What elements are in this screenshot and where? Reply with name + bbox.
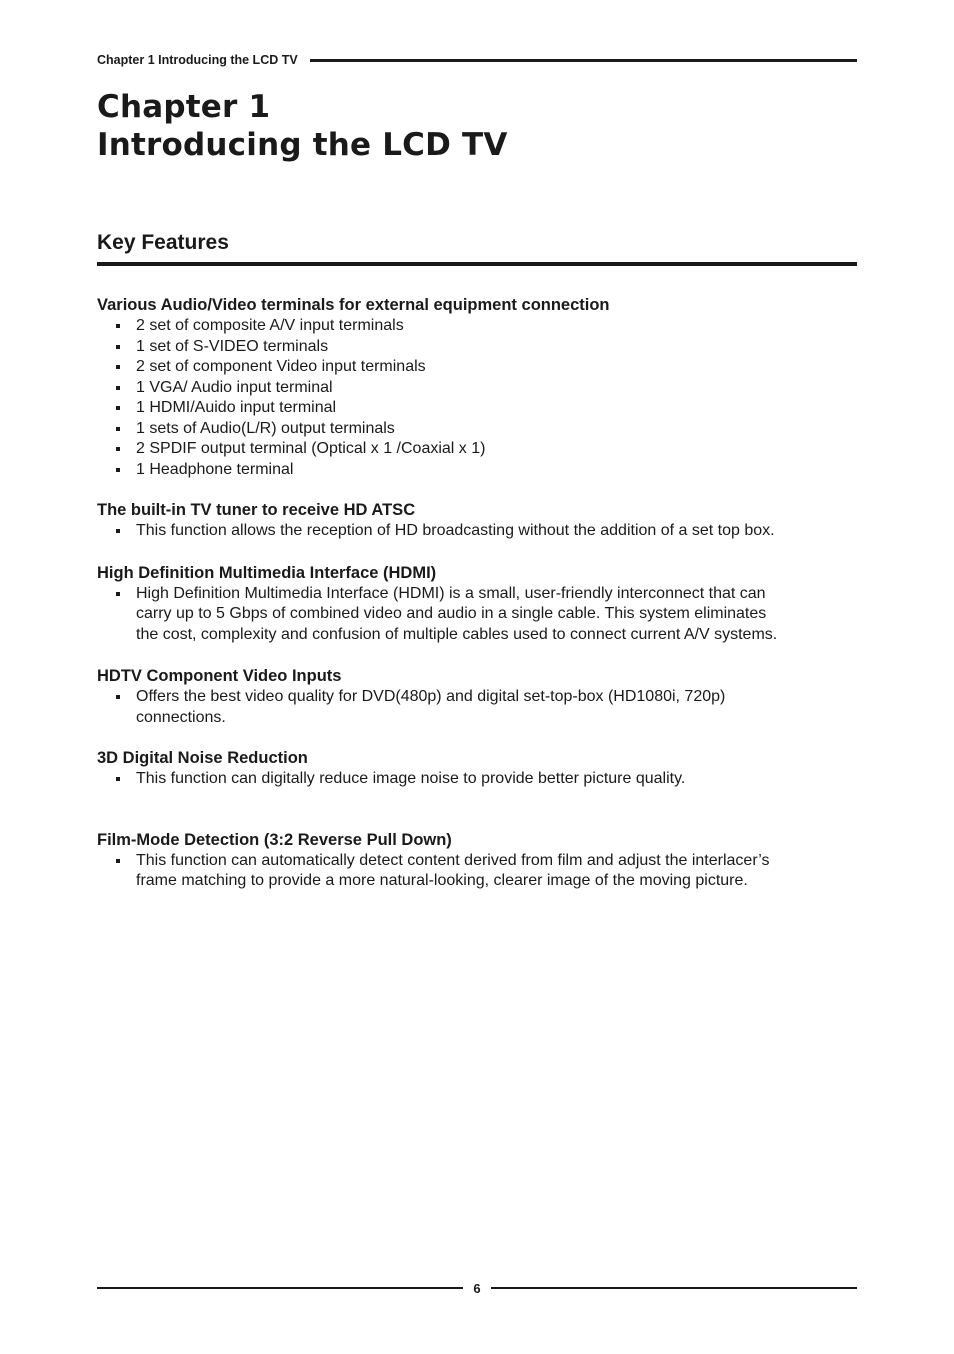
feature-component-video bbox=[97, 666, 787, 728]
list-item: 1 sets of Audio(L/R) output terminals bbox=[97, 419, 787, 440]
section-title: Key Features bbox=[97, 231, 229, 254]
bullet-list bbox=[97, 584, 787, 646]
feature-hdmi bbox=[97, 563, 787, 646]
list-item: 2 set of composite A/V input terminals bbox=[97, 316, 787, 337]
list-item: 1 HDMI/Auido input terminal bbox=[97, 398, 787, 419]
feature-av-terminals bbox=[97, 295, 787, 480]
feature-list bbox=[97, 295, 787, 892]
feature-title: High Definition Multimedia Interface (HDMI) bbox=[97, 563, 437, 582]
bullet-list bbox=[97, 521, 787, 542]
list-item: This function can digitally reduce image noise to provide better picture quality. bbox=[97, 769, 787, 790]
bullet-list bbox=[97, 769, 787, 790]
list-item: 2 SPDIF output terminal (Optical x 1 /Coaxial x 1) bbox=[97, 439, 787, 460]
bullet-list bbox=[97, 687, 787, 728]
list-item: This function can automatically detect content derived from film and adjust the interlacer’s frame matching to provide a more natural-looking, clearer image of the moving picture. bbox=[97, 851, 787, 892]
feature-tv-tuner bbox=[97, 500, 787, 542]
list-item: 1 set of S-VIDEO terminals bbox=[97, 337, 787, 358]
list-item: This function allows the reception of HD broadcasting without the addition of a set top box. bbox=[97, 521, 787, 542]
list-item: High Definition Multimedia Interface (HDMI) is a small, user-friendly interconnect that can carry up to 5 Gbps of combined video and audio in a single cable. This system eliminates the cost, complexity and confusion of multiple cables used to connect current A/V systems. bbox=[97, 584, 787, 646]
page-number: 6 bbox=[473, 1280, 481, 1296]
feature-title: HDTV Component Video Inputs bbox=[97, 667, 342, 685]
list-item: 1 VGA/ Audio input terminal bbox=[97, 378, 787, 399]
page-footer bbox=[97, 1278, 857, 1298]
running-header bbox=[97, 52, 857, 68]
feature-title: Various Audio/Video terminals for external equipment connection bbox=[97, 296, 610, 314]
list-item: 1 Headphone terminal bbox=[97, 460, 787, 481]
bullet-list bbox=[97, 851, 787, 892]
footer-rule-left bbox=[97, 1287, 463, 1289]
bullet-list bbox=[97, 316, 787, 480]
chapter-name: Introducing the LCD TV bbox=[97, 127, 508, 163]
chapter-number: Chapter 1 bbox=[97, 89, 271, 125]
feature-title: The built-in TV tuner to receive HD ATSC bbox=[97, 501, 416, 519]
feature-noise-reduction bbox=[97, 748, 787, 790]
header-rule bbox=[310, 59, 857, 62]
footer-rule-right bbox=[491, 1287, 857, 1289]
chapter-title bbox=[97, 88, 508, 164]
list-item: Offers the best video quality for DVD(480p) and digital set-top-box (HD1080i, 720p) connections. bbox=[97, 687, 787, 728]
feature-film-mode bbox=[97, 830, 787, 892]
list-item: 2 set of component Video input terminals bbox=[97, 357, 787, 378]
feature-title: 3D Digital Noise Reduction bbox=[97, 749, 308, 767]
feature-title: Film-Mode Detection (3:2 Reverse Pull Down) bbox=[97, 830, 452, 849]
section-rule bbox=[97, 262, 857, 266]
running-header-title: Chapter 1 Introducing the LCD TV bbox=[97, 53, 298, 67]
